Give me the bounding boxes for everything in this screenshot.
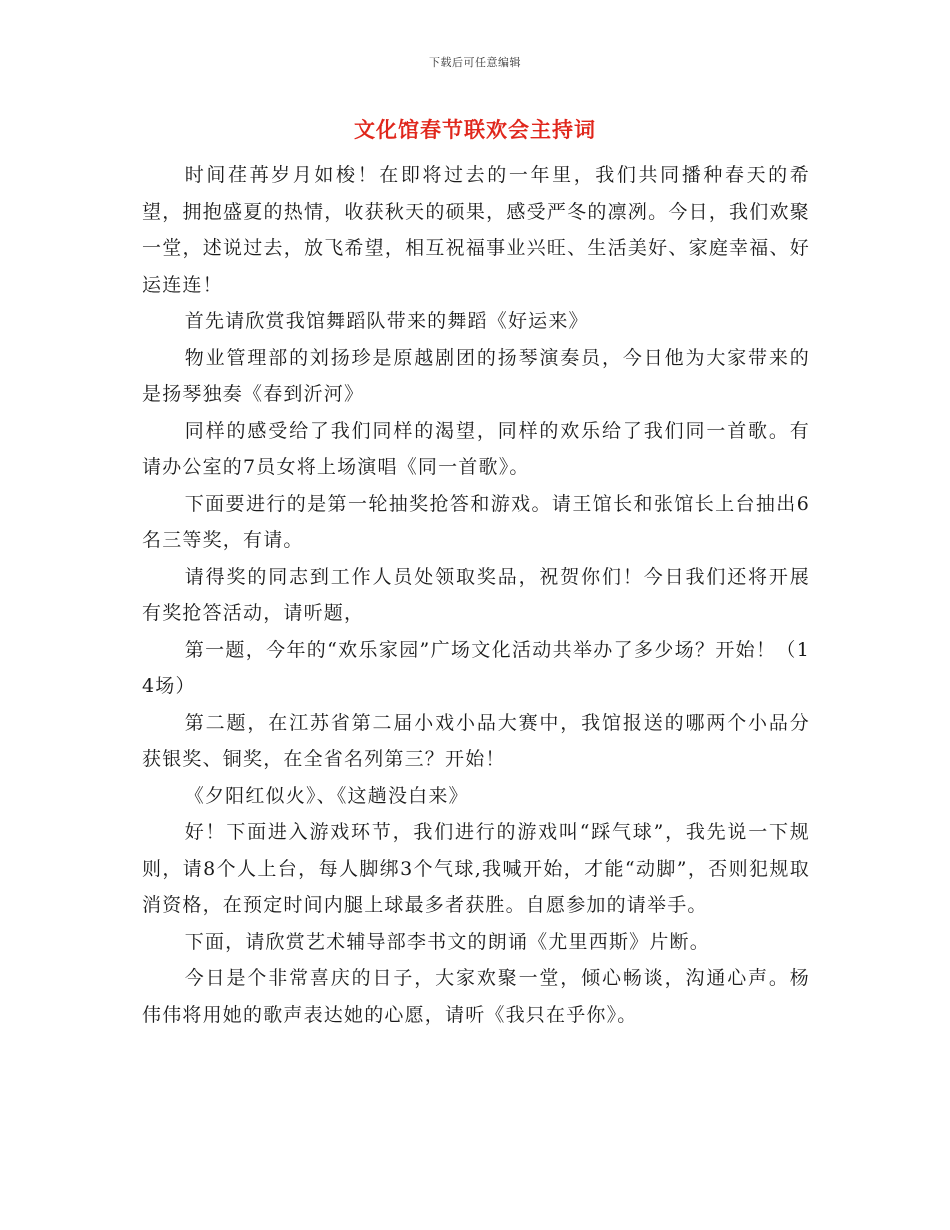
paragraph: 同样的感受给了我们同样的渴望，同样的欢乐给了我们同一首歌。有请办公室的7员女将上场演唱《同一首歌》。	[142, 419, 810, 478]
document-body	[142, 157, 810, 1033]
paragraph: 物业管理部的刘扬珍是原越剧团的扬琴演奏员，今日他为大家带来的是扬琴独奏《春到沂河》	[142, 346, 810, 405]
paragraph: 请得奖的同志到工作人员处领取奖品，祝贺你们！今日我们还将开展有奖抢答活动，请听题，	[142, 565, 810, 624]
paragraph: 今日是个非常喜庆的日子，大家欢聚一堂，倾心畅谈，沟通心声。杨伟伟将用她的歌声表达她的心愿，请听《我只在乎你》。	[142, 967, 810, 1026]
document-title: 文化馆春节联欢会主持词	[354, 117, 596, 142]
paragraph: 下面，请欣赏艺术辅导部李书文的朗诵《尤里西斯》片断。	[184, 930, 710, 953]
paragraph: 《夕阳红似火》、《这趟没白来》	[184, 784, 469, 807]
paragraph: 时间荏苒岁月如梭！在即将过去的一年里，我们共同播种春天的希望，拥抱盛夏的热情，收获秋天的硕果，感受严冬的凛冽。今日，我们欢聚一堂，述说过去，放飞希望，相互祝福事业兴旺、生活美好、家庭幸福、好运连连！	[142, 164, 810, 296]
paragraph: 首先请欣赏我馆舞蹈队带来的舞蹈《好运来》	[184, 310, 589, 332]
paragraph: 好！下面进入游戏环节，我们进行的游戏叫“踩气球”，我先说一下规则，请8个人上台，每人脚绑3个气球,我喊开始，才能“动脚”，否则犯规取消资格，在预定时间内腿上球最多者获胜。自愿参加的请举手。	[142, 821, 810, 916]
paragraph: 第二题，在江苏省第二届小戏小品大赛中，我馆报送的哪两个小品分获银奖、铜奖，在全省名列第三？开始！	[142, 711, 810, 770]
paragraph: 下面要进行的是第一轮抽奖抢答和游戏。请王馆长和张馆长上台抽出6名三等奖，有请。	[142, 492, 810, 551]
paragraph: 第一题，今年的“欢乐家园”广场文化活动共举办了多少场？开始！（14场）	[142, 638, 810, 697]
header-note: 下载后可任意编辑	[429, 56, 521, 69]
